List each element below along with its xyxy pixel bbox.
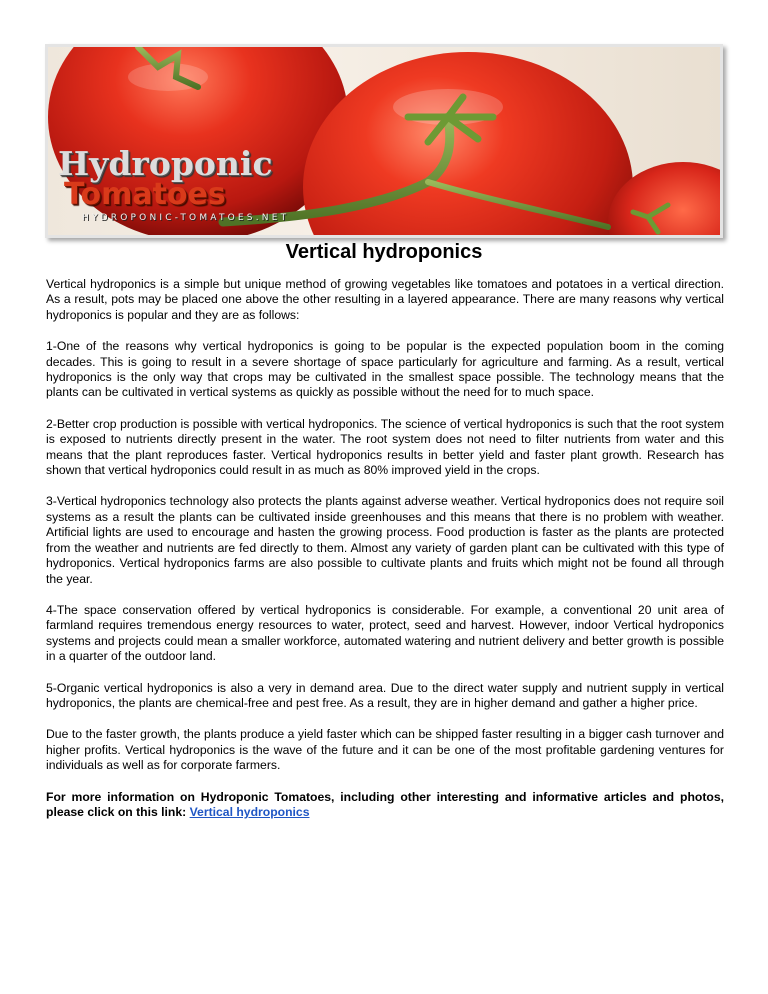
paragraph-point-3: 3-Vertical hydroponics technology also protects the plants against adverse weather. Vertical hydroponics does not require soil systems as a result the plants can be cultivated inside greenhouses and this means that there is no problem with weather. Artificial lights are used to encourage and hasten the growing process. Food production is faster as the plants are protected from the weather and nutrients are fed directly to them. Almost any variety of garden plant can be cultivated with this type of hydroponics. Vertical hydroponics farms are also possible to cultivate plants and fruits which might not be found all through the year. — [46, 494, 724, 586]
vertical-hydroponics-link[interactable]: Vertical hydroponics — [189, 804, 310, 819]
logo-url: HYDROPONIC-TOMATOES.NET — [82, 213, 290, 223]
paragraph-conclusion: Due to the faster growth, the plants produce a yield faster which can be shipped faster resulting in a bigger cash turnover and higher profits. Vertical hydroponics is the wave of the future and it can be one of the most profitable gardening ventures for individuals as well as for corporate farmers. — [46, 727, 724, 773]
page-title: Vertical hydroponics — [285, 241, 483, 263]
footer-note — [46, 790, 724, 821]
paragraph-intro: Vertical hydroponics is a simple but unique method of growing vegetables like tomatoes and potatoes in a vertical direction. As a result, pots may be placed one above the other resulting in a layered appearance. There are many reasons why vertical hydroponics is popular and they are as follows: — [46, 277, 724, 322]
paragraph-point-1: 1-One of the reasons why vertical hydroponics is going to be popular is the expected population boom in the coming decades. This is going to result in a severe shortage of space particularly for agriculture and farming. As a result, vertical hydroponics is the only way that crops may be cultivated in the smallest space possible. The technology means that the plants can be cultivated in vertical systems as quickly as possible without the need for to much space. — [46, 339, 724, 400]
paragraph-point-2: 2-Better crop production is possible with vertical hydroponics. The science of vertical hydroponics is such that the root system is exposed to nutrients directly present in the water. The root system does not need to filter nutrients from water and this means that the plant reproduces faster. Vertical hydroponics results in better yield and faster plant growth. Research has shown that vertical hydroponics could result in as much as 80% improved yield in the crops. — [46, 416, 724, 478]
footer-text: For more information on Hydroponic Tomatoes, including other interesting and informative articles and photos, please click on this link: — [46, 789, 724, 819]
article-body — [46, 277, 724, 836]
logo-subtitle: Tomatoes — [64, 177, 226, 212]
header-banner — [45, 44, 723, 238]
paragraph-point-5: 5-Organic vertical hydroponics is also a very in demand area. Due to the direct water supply and nutrient supply in vertical hydroponics, the plants are chemical-free and pest free. As a result, they are in higher demand and gather a higher price. — [46, 680, 724, 710]
paragraph-point-4: 4-The space conservation offered by vertical hydroponics is considerable. For example, a conventional 20 unit area of farmland requires tremendous energy resources to water, protect, seed and harvest. However, indoor Vertical hydroponics systems and projects could mean a smaller workforce, automated watering and nutrient delivery and better growth is possible in a quarter of the outdoor land. — [46, 602, 724, 664]
logo-title: Hydroponic — [58, 144, 273, 183]
